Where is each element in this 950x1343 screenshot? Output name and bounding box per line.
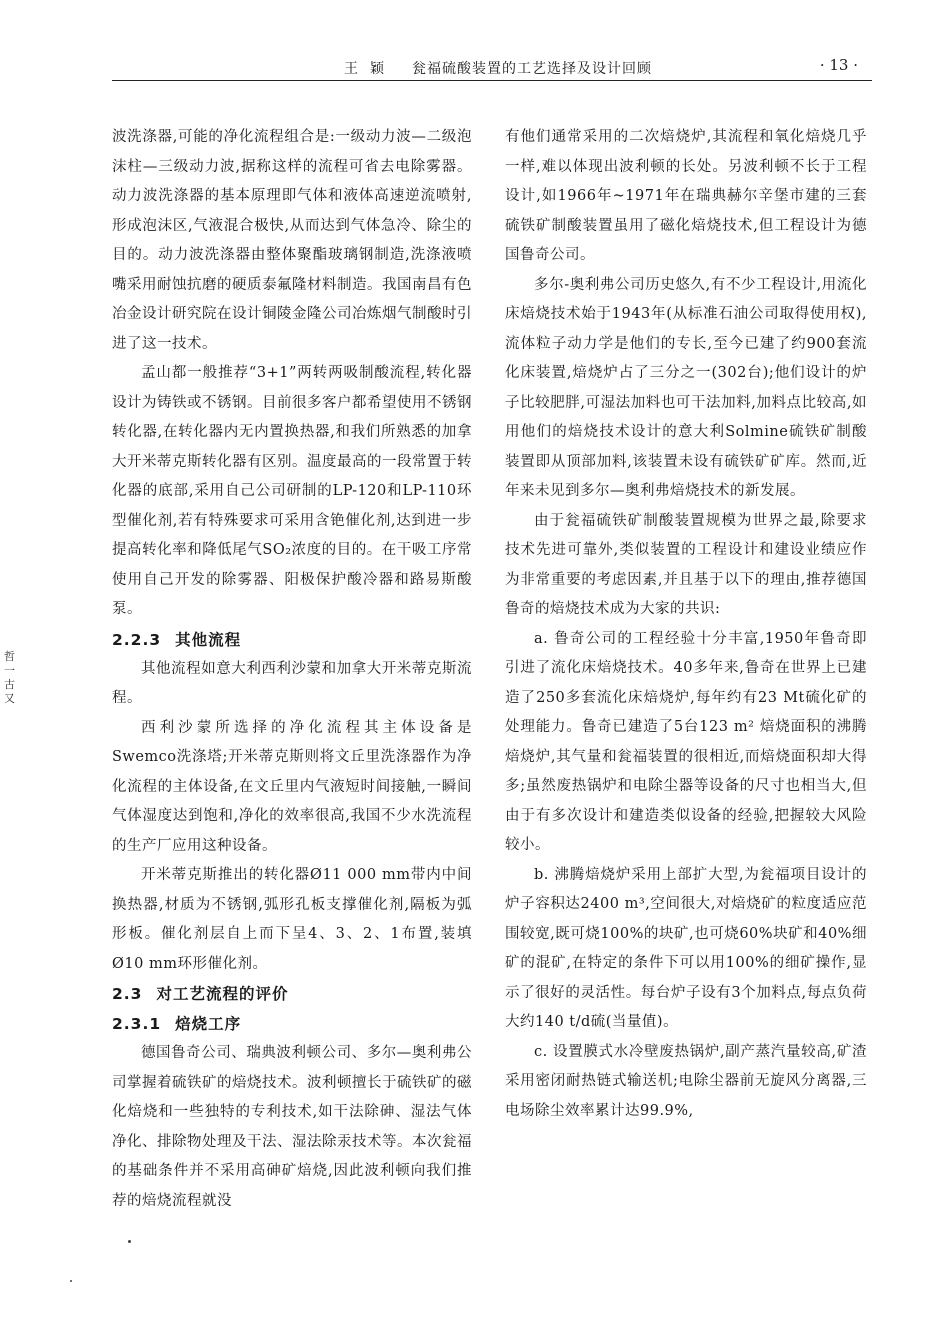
paragraph: 德国鲁奇公司、瑞典波利顿公司、多尔—奥利弗公司掌握着硫铁矿的焙烧技术。波利顿擅长于硫铁矿的磁化焙烧和一些独特的专利技术,如干法除砷、湿法气体净化、排除物处理及干法、湿法除汞技术等。本次瓮福的基础条件并不采用高砷矿焙烧,因此波利顿向我们推荐的焙烧流程就没 bbox=[112, 1045, 472, 1209]
paragraph: 波洗涤器,可能的净化流程组合是:一级动力波—二级泡沫柱—三级动力波,据称这样的流程可省去电除雾器。动力波洗涤器的基本原理即气体和液体高速逆流喷射,形成泡沫区,气液混合极快,从而达到气体急冷、除尘的目的。动力波洗涤器由整体聚酯玻璃钢制造,洗涤液喷嘴采用耐蚀抗磨的硬质泰氟隆材料制造。我国南昌有色冶金设计研究院在设计铜陵金隆公司冶炼烟气制酸时引进了这一技术。 bbox=[112, 129, 472, 352]
header-title: 瓮福硫酸装置的工艺选择及设计回顾 bbox=[412, 61, 652, 77]
side-margin-mark: 哲一古又 bbox=[4, 650, 15, 705]
page-number: · 13 · bbox=[819, 56, 858, 74]
list-item-c: c. 设置膜式水冷壁废热锅炉,副产蒸汽量较高,矿渣采用密闭耐热链式输送机;电除尘器前无旋风分离器,三电场除尘效率累计达99.9%, bbox=[505, 1043, 867, 1119]
right-column bbox=[505, 123, 867, 1126]
section-heading-2-2-3 bbox=[112, 625, 472, 655]
section-number: 2.3 bbox=[112, 985, 143, 1003]
list-item-a: a. 鲁奇公司的工程经验十分丰富,1950年鲁奇即引进了流化床焙烧技术。40多年来,鲁奇在世界上已建造了250多套流化床焙烧炉,每年约有23 Mt硫化矿的处理能力。鲁奇已建造了5台123 m² 焙烧面积的沸腾焙烧炉,其气量和瓮福装置的很相近,而焙烧面积却大得多;虽然废热锅炉和电除尘器等设备的尺寸也相当大,但由于有多次设计和建造类似设备的经验,把握较大风险较小。 bbox=[505, 630, 867, 853]
section-title: 对工艺流程的评价 bbox=[156, 985, 289, 1003]
section-heading-2-3-1 bbox=[112, 1009, 472, 1039]
section-title: 焙烧工序 bbox=[175, 1015, 242, 1033]
scan-speck bbox=[128, 1240, 131, 1243]
section-number: 2.2.3 bbox=[112, 630, 162, 649]
section-title: 其他流程 bbox=[175, 630, 242, 649]
left-column bbox=[112, 123, 472, 1216]
paragraph: 由于瓮福硫铁矿制酸装置规模为世界之最,除要求技术先进可靠外,类似装置的工程设计和建设业绩应作为非常重要的考虑因素,并且基于以下的理由,推荐德国鲁奇的焙烧技术成为大家的共识: bbox=[505, 512, 867, 617]
scan-speck bbox=[70, 1280, 72, 1282]
section-heading-2-3 bbox=[112, 979, 472, 1009]
section-number: 2.3.1 bbox=[112, 1015, 162, 1033]
paragraph: 其他流程如意大利西利沙蒙和加拿大开米蒂克斯流程。 bbox=[112, 660, 472, 706]
paragraph: 孟山都一般推荐“3+1”两转两吸制酸流程,转化器设计为铸铁或不锈钢。目前很多客户都希望使用不锈钢转化器,在转化器内无内置换热器,和我们所熟悉的加拿大开米蒂克斯转化器有区别。温度最高的一段常置于转化器的底部,采用自己公司研制的LP-120和LP-110环型催化剂,若有特殊要求可采用含铯催化剂,达到进一步提高转化率和降低尾气SO₂浓度的目的。在干吸工序常使用自己开发的除雾器、阳极保护酸冷器和路易斯酸泵。 bbox=[112, 365, 472, 617]
header-rule bbox=[112, 80, 872, 81]
paragraph: 有他们通常采用的二次焙烧炉,其流程和氧化焙烧几乎一样,难以体现出波利顿的长处。另波利顿不长于工程设计,如1966年~1971年在瑞典赫尔辛堡市建的三套硫铁矿制酸装置虽用了磁化焙烧技术,但工程设计为德国鲁奇公司。 bbox=[505, 129, 867, 263]
header-author: 王颖 bbox=[344, 61, 396, 77]
paragraph: 开米蒂克斯推出的转化器Ø11 000 mm带内中间换热器,材质为不锈钢,弧形孔板支撑催化剂,隔板为弧形板。催化剂层自上而下呈4、3、2、1布置,装填Ø10 mm环形催化剂。 bbox=[112, 867, 472, 972]
paragraph: 多尔-奥利弗公司历史悠久,有不少工程设计,用流化床焙烧技术始于1943年(从标准石油公司取得使用权),流体粒子动力学是他们的专长,至今已建了约900套流化床装置,焙烧炉占了三分之一(302台);他们设计的炉子比较肥胖,可湿法加料也可干法加料,加料点比较高,如用他们的焙烧技术设计的意大利Solmine硫铁矿制酸装置即从顶部加料,该装置未设有硫铁矿矿库。然而,近年来未见到多尔—奥利弗焙烧技术的新发展。 bbox=[505, 276, 867, 499]
paragraph: 西利沙蒙所选择的净化流程其主体设备是Swemco洗涤塔;开米蒂克斯则将文丘里洗涤器作为净化流程的主体设备,在文丘里内气液短时间接触,一瞬间气体湿度达到饱和,净化的效率很高,我国不少水洗流程的生产厂应用这种设备。 bbox=[112, 719, 472, 854]
list-item-b: b. 沸腾焙烧炉采用上部扩大型,为瓮福项目设计的炉子容积达2400 m³,空间很大,对焙烧矿的粒度适应范围较宽,既可烧100%的块矿,也可烧60%块矿和40%细矿的混矿,在特定的条件下可以用100%的细矿操作,显示了很好的灵活性。每台炉子设有3个加料点,每点负荷大约140 t/d硫(当量值)。 bbox=[505, 866, 867, 1030]
